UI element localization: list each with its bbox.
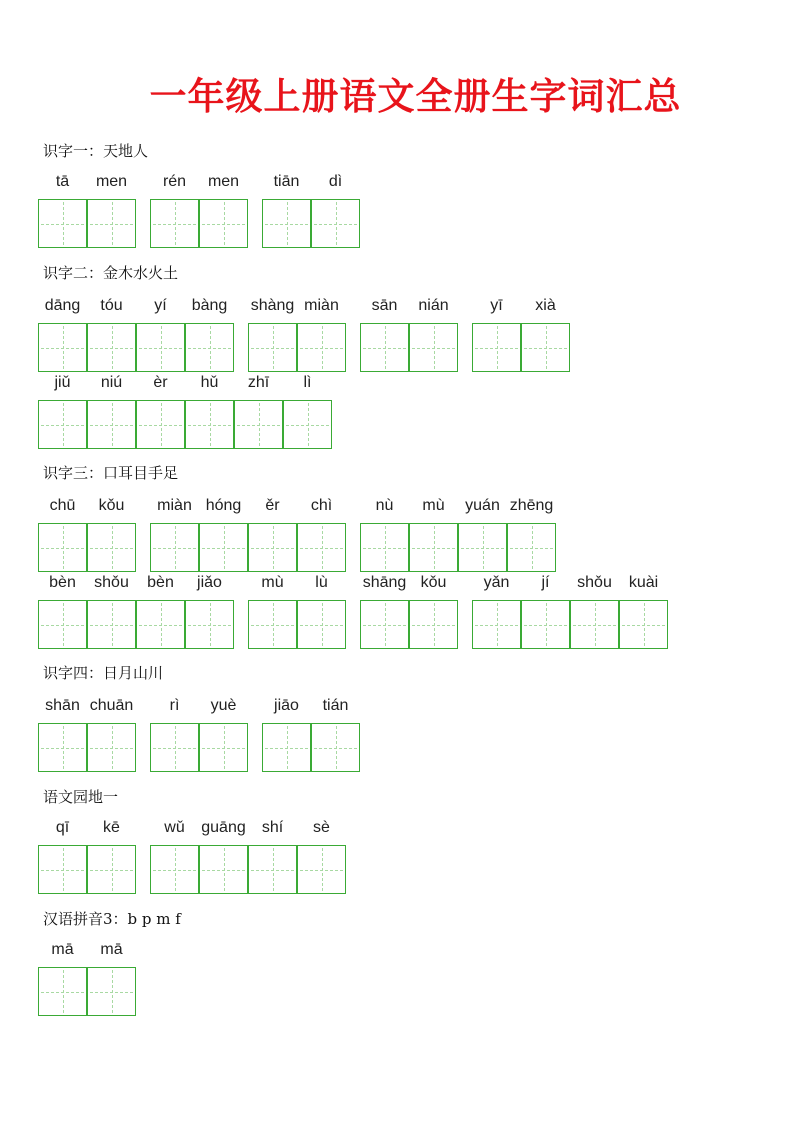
pinyin-label: jiǔ xyxy=(54,374,71,391)
pinyin-label: chuān xyxy=(89,697,134,714)
word-group xyxy=(38,172,137,262)
writing-grid-cell[interactable] xyxy=(283,400,332,449)
pinyin-label: miàn xyxy=(304,297,339,314)
pinyin-label: rén xyxy=(162,173,187,190)
pinyin-label: xià xyxy=(535,297,556,314)
writing-grid-cell[interactable] xyxy=(297,523,346,572)
pinyin-label: miàn xyxy=(157,497,192,514)
writing-grid-cell[interactable] xyxy=(472,600,521,649)
writing-grid-cell[interactable] xyxy=(87,967,136,1016)
pinyin-label: chì xyxy=(310,497,333,514)
pinyin-label: lù xyxy=(315,574,328,591)
pinyin-label: mā xyxy=(51,941,74,958)
pinyin-label: bèn xyxy=(49,574,76,591)
writing-grid-cell[interactable] xyxy=(136,600,185,649)
pinyin-label: èr xyxy=(153,374,168,391)
pinyin-label: zhī xyxy=(247,374,270,391)
pinyin-label: kē xyxy=(103,819,120,836)
writing-grid-cell[interactable] xyxy=(248,523,297,572)
pinyin-label: qī xyxy=(55,819,70,836)
writing-grid-cell[interactable] xyxy=(150,199,199,248)
writing-grid-cell[interactable] xyxy=(199,523,248,572)
writing-grid-cell[interactable] xyxy=(360,600,409,649)
pinyin-label: men xyxy=(95,173,128,190)
writing-grid-cell[interactable] xyxy=(297,845,346,894)
writing-grid-cell[interactable] xyxy=(199,723,248,772)
writing-grid-cell[interactable] xyxy=(150,523,199,572)
word-group xyxy=(38,696,137,786)
pinyin-label: niú xyxy=(100,374,123,391)
writing-grid-cell[interactable] xyxy=(409,523,458,572)
writing-grid-cell[interactable] xyxy=(199,199,248,248)
pinyin-label: mā xyxy=(100,941,123,958)
writing-grid-cell[interactable] xyxy=(199,845,248,894)
writing-grid-cell[interactable] xyxy=(185,400,234,449)
pinyin-label: chū xyxy=(49,497,76,514)
section-heading: 识字二：金木水火土 xyxy=(43,264,179,282)
word-group xyxy=(38,573,235,663)
pinyin-label: yuè xyxy=(210,697,237,714)
writing-grid-cell[interactable] xyxy=(507,523,556,572)
writing-grid-cell[interactable] xyxy=(150,845,199,894)
word-group xyxy=(38,940,137,1030)
pinyin-label: guāng xyxy=(201,819,246,836)
pinyin-label: shǒu xyxy=(577,574,612,591)
section-heading: 识字四：日月山川 xyxy=(43,664,164,682)
pinyin-label: yuán xyxy=(465,497,500,514)
writing-grid-cell[interactable] xyxy=(619,600,668,649)
pinyin-label: tiān xyxy=(273,173,300,190)
writing-grid-cell[interactable] xyxy=(311,723,360,772)
section-heading: 识字一：天地人 xyxy=(43,142,149,160)
pinyin-label: dì xyxy=(328,173,343,190)
pinyin-label: kuài xyxy=(628,574,659,591)
writing-grid-cell[interactable] xyxy=(38,323,87,372)
pinyin-label: sān xyxy=(371,297,398,314)
writing-grid-cell[interactable] xyxy=(38,400,87,449)
section-heading: 语文园地一 xyxy=(43,788,119,806)
writing-grid-cell[interactable] xyxy=(248,600,297,649)
pinyin-label: sè xyxy=(313,819,330,836)
writing-grid-cell[interactable] xyxy=(87,845,136,894)
writing-grid-cell[interactable] xyxy=(185,323,234,372)
word-group xyxy=(360,296,459,386)
pinyin-label: kǒu xyxy=(420,574,447,591)
writing-grid-cell[interactable] xyxy=(458,523,507,572)
page-title: 一年级上册语文全册生字词汇总 xyxy=(149,74,682,118)
pinyin-label: jiǎo xyxy=(197,574,222,591)
writing-grid-cell[interactable] xyxy=(521,600,570,649)
section-heading: 识字三：口耳目手足 xyxy=(43,464,179,482)
writing-grid-cell[interactable] xyxy=(38,600,87,649)
word-group xyxy=(150,172,249,262)
writing-grid-cell[interactable] xyxy=(262,199,311,248)
pinyin-label: tián xyxy=(322,697,349,714)
pinyin-label: shí xyxy=(261,819,284,836)
writing-grid-cell[interactable] xyxy=(360,323,409,372)
pinyin-label: bèn xyxy=(147,574,174,591)
pinyin-label: shāng xyxy=(362,574,407,591)
pinyin-label: shǒu xyxy=(94,574,129,591)
word-group xyxy=(262,696,361,786)
word-group xyxy=(38,373,333,463)
pinyin-label: yī xyxy=(490,297,503,314)
writing-grid-cell[interactable] xyxy=(472,323,521,372)
writing-grid-cell[interactable] xyxy=(248,323,297,372)
pinyin-label: hóng xyxy=(205,497,242,514)
writing-grid-cell[interactable] xyxy=(38,523,87,572)
writing-grid-cell[interactable] xyxy=(38,199,87,248)
writing-grid-cell[interactable] xyxy=(87,400,136,449)
pinyin-label: rì xyxy=(169,697,180,714)
pinyin-label: yǎn xyxy=(483,574,510,591)
pinyin-label: tā xyxy=(55,173,70,190)
word-group xyxy=(472,296,571,386)
writing-grid-cell[interactable] xyxy=(38,723,87,772)
pinyin-label: lì xyxy=(303,374,312,391)
pinyin-label: zhēng xyxy=(509,497,554,514)
pinyin-label: jí xyxy=(541,574,550,591)
word-group xyxy=(150,696,249,786)
writing-grid-cell[interactable] xyxy=(87,600,136,649)
writing-grid-cell[interactable] xyxy=(409,600,458,649)
pinyin-label: shān xyxy=(45,697,80,714)
writing-grid-cell[interactable] xyxy=(87,199,136,248)
pinyin-label: tóu xyxy=(100,297,123,314)
writing-grid-cell[interactable] xyxy=(38,845,87,894)
pinyin-label: mù xyxy=(422,497,445,514)
writing-grid-cell[interactable] xyxy=(248,845,297,894)
writing-grid-cell[interactable] xyxy=(297,600,346,649)
writing-grid-cell[interactable] xyxy=(87,323,136,372)
pinyin-label: nù xyxy=(375,497,394,514)
writing-grid-cell[interactable] xyxy=(311,199,360,248)
word-group xyxy=(360,573,459,663)
writing-grid-cell[interactable] xyxy=(87,723,136,772)
pinyin-label: shàng xyxy=(250,297,295,314)
pinyin-label: wǔ xyxy=(164,819,185,836)
writing-grid-cell[interactable] xyxy=(87,523,136,572)
writing-grid-cell[interactable] xyxy=(150,723,199,772)
pinyin-label: hǔ xyxy=(200,374,219,391)
writing-grid-cell[interactable] xyxy=(570,600,619,649)
word-group xyxy=(150,818,347,908)
writing-grid-cell[interactable] xyxy=(360,523,409,572)
writing-grid-cell[interactable] xyxy=(234,400,283,449)
pinyin-label: kǒu xyxy=(98,497,125,514)
section-heading: 汉语拼音3：b p m f xyxy=(43,910,181,928)
word-group xyxy=(38,818,137,908)
word-group xyxy=(248,573,347,663)
writing-grid-cell[interactable] xyxy=(185,600,234,649)
writing-grid-cell[interactable] xyxy=(136,400,185,449)
pinyin-label: dāng xyxy=(44,297,81,314)
word-group xyxy=(262,172,361,262)
writing-grid-cell[interactable] xyxy=(38,967,87,1016)
writing-grid-cell[interactable] xyxy=(136,323,185,372)
pinyin-label: mù xyxy=(261,574,284,591)
writing-grid-cell[interactable] xyxy=(521,323,570,372)
pinyin-label: yí xyxy=(154,297,167,314)
pinyin-label: men xyxy=(207,173,240,190)
pinyin-label: nián xyxy=(418,297,449,314)
writing-grid-cell[interactable] xyxy=(297,323,346,372)
pinyin-label: bàng xyxy=(191,297,228,314)
pinyin-label: jiāo xyxy=(274,697,299,714)
writing-grid-cell[interactable] xyxy=(262,723,311,772)
pinyin-label: ěr xyxy=(265,497,280,514)
word-group xyxy=(472,573,669,663)
writing-grid-cell[interactable] xyxy=(409,323,458,372)
